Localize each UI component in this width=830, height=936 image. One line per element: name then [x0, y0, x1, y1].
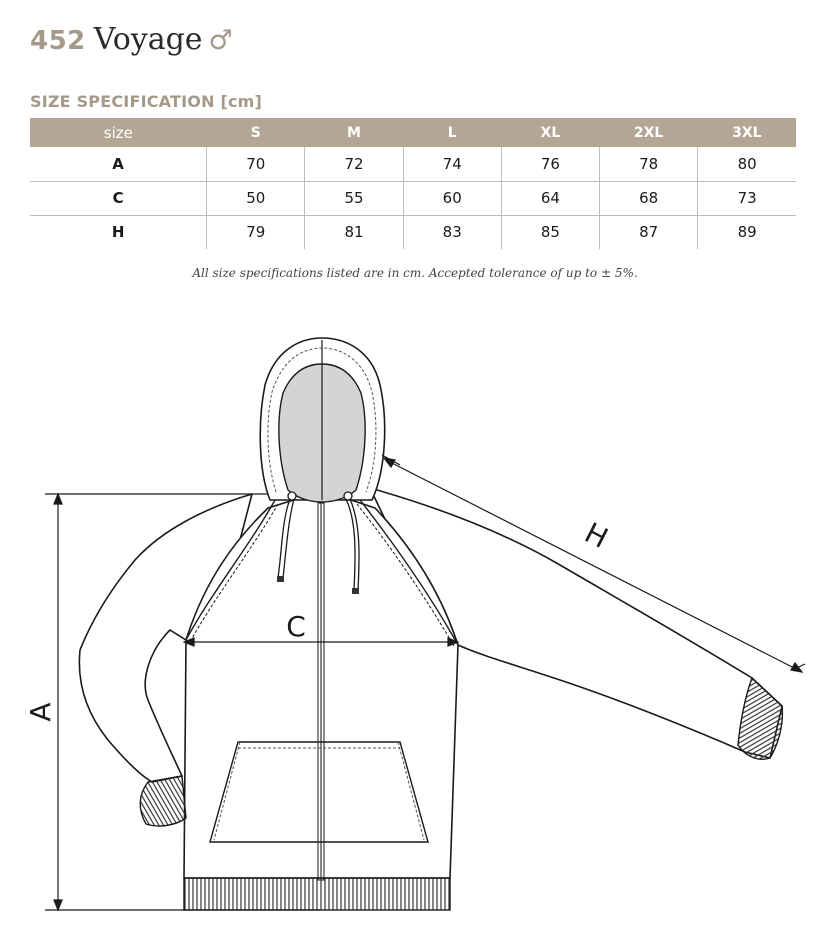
hoodie-diagram — [0, 320, 830, 930]
dimension-c-label: C — [286, 610, 306, 643]
table-cell: 76 — [501, 147, 599, 181]
table-cell: 78 — [600, 147, 698, 181]
table-cell: 68 — [600, 181, 698, 215]
header-cell: XL — [540, 124, 561, 141]
table-row — [30, 181, 796, 215]
table-cell: 89 — [698, 215, 796, 249]
table-cell: 55 — [305, 181, 403, 215]
table-cell: 83 — [403, 215, 501, 249]
table-cell: 87 — [600, 215, 698, 249]
waistband — [184, 878, 450, 910]
header-cell: L — [447, 124, 457, 141]
header-cell-size: size — [103, 123, 133, 142]
table-cell: 74 — [403, 147, 501, 181]
table-cell: 73 — [698, 181, 796, 215]
table-cell: 70 — [207, 147, 305, 181]
row-label: H — [111, 223, 125, 242]
product-code: 452 — [30, 26, 86, 56]
zipper — [318, 503, 324, 880]
left-cuff — [140, 776, 186, 826]
size-table — [30, 118, 796, 249]
table-cell: 80 — [698, 147, 796, 181]
dimension-a-label: A — [24, 702, 57, 722]
row-label: A — [30, 147, 207, 181]
header-cell: 3XL — [732, 124, 762, 141]
size-table-header-row — [30, 118, 796, 147]
table-cell: 85 — [501, 215, 599, 249]
header-cell: 2XL — [633, 124, 664, 141]
table-cell: 64 — [501, 181, 599, 215]
header-cell: M — [347, 124, 361, 141]
left-eyelet — [288, 492, 296, 500]
table-cell: 50 — [207, 181, 305, 215]
table-cell: 81 — [305, 215, 403, 249]
section-title: SIZE SPECIFICATION [cm] — [30, 92, 263, 111]
tolerance-note: All size specifications listed are in cm. Accepted tolerance of up to ± 5%. — [192, 266, 638, 280]
dimension-h-label: H — [579, 516, 614, 556]
table-row — [30, 215, 796, 249]
table-cell: 60 — [403, 181, 501, 215]
male-symbol-icon: ♂ — [208, 25, 233, 56]
header-cell: S — [250, 124, 261, 141]
table-cell: 79 — [207, 215, 305, 249]
right-eyelet — [344, 492, 352, 500]
product-title — [30, 22, 233, 70]
table-row — [30, 147, 796, 181]
product-name: Voyage — [93, 22, 203, 57]
table-cell: 72 — [305, 147, 403, 181]
row-label: C — [30, 181, 207, 215]
